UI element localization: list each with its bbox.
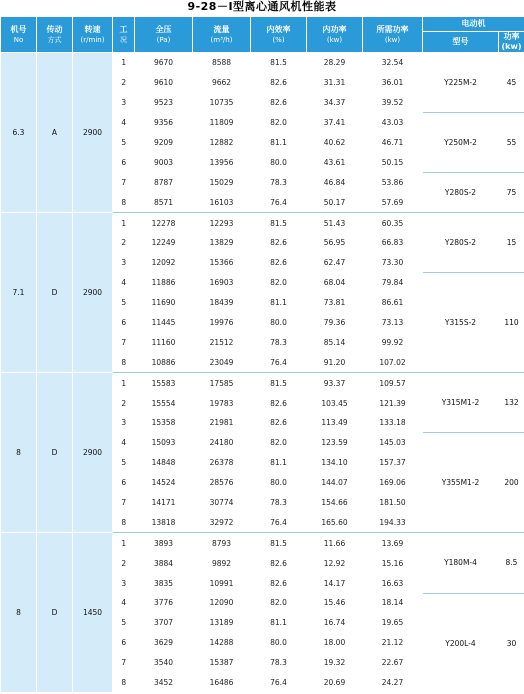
motor-power-cell: 15 <box>499 213 524 273</box>
pressure-cell: 15554 <box>151 398 176 408</box>
pressure-cell: 14848 <box>151 458 176 468</box>
required-power-cell: 133.18 <box>379 418 406 428</box>
condition-cell: 5 <box>121 138 127 147</box>
efficiency-cell: 78.3 <box>270 177 287 187</box>
required-power-cell: 169.06 <box>379 478 406 488</box>
machine-no-cell: 8 <box>1 533 37 693</box>
required-power-cell: 181.50 <box>379 498 406 508</box>
condition-cell: 1 <box>113 533 135 553</box>
internal-power-cell: 37.41 <box>323 118 346 128</box>
condition-cell: 8 <box>121 678 127 688</box>
flow-cell: 17585 <box>193 373 251 393</box>
internal-power-cell: 165.60 <box>321 517 348 527</box>
motor-power-cell: 132 <box>499 373 524 433</box>
required-power-cell: 13.69 <box>363 533 423 553</box>
required-power-cell: 99.92 <box>381 337 404 347</box>
required-power-cell: 157.37 <box>379 458 406 468</box>
efficiency-cell: 82.0 <box>270 438 287 448</box>
efficiency-cell: 76.4 <box>270 197 287 207</box>
flow-cell: 13829 <box>209 238 234 248</box>
flow-cell: 9662 <box>211 78 232 88</box>
condition-cell: 2 <box>121 238 127 248</box>
machine-no-cell: 6.3 <box>1 53 37 213</box>
pressure-cell: 12249 <box>151 238 176 248</box>
efficiency-cell: 81.1 <box>270 618 287 628</box>
header-motor-power: 功率(kw) <box>499 32 524 53</box>
internal-power-cell: 28.29 <box>323 58 346 68</box>
condition-cell: 3 <box>121 98 127 108</box>
condition-cell: 6 <box>121 157 127 167</box>
motor-power-cell: 30 <box>499 593 524 692</box>
internal-power-cell: 31.31 <box>323 78 346 88</box>
header-condition: 工 况 <box>113 17 135 53</box>
pressure-cell: 15093 <box>151 438 176 448</box>
flow-cell: 32972 <box>209 517 234 527</box>
condition-cell: 5 <box>121 298 127 308</box>
efficiency-cell: 76.4 <box>270 357 287 367</box>
internal-power-cell: 56.95 <box>323 238 346 248</box>
flow-cell: 13956 <box>209 157 234 167</box>
condition-cell: 2 <box>121 78 127 88</box>
machine-no-cell: 8 <box>1 373 37 533</box>
internal-power-cell: 73.81 <box>323 298 346 308</box>
efficiency-cell: 76.4 <box>270 678 287 688</box>
required-power-cell: 86.61 <box>381 298 404 308</box>
pressure-cell: 3540 <box>153 658 174 668</box>
pressure-cell: 3893 <box>135 533 193 553</box>
motor-model-cell: Y200L-4 <box>423 593 499 692</box>
condition-cell: 5 <box>121 458 127 468</box>
flow-cell: 16486 <box>209 678 234 688</box>
efficiency-cell: 82.6 <box>270 418 287 428</box>
required-power-cell: 19.65 <box>381 618 404 628</box>
required-power-cell: 109.57 <box>363 373 423 393</box>
internal-power-cell: 103.45 <box>321 398 348 408</box>
flow-cell: 8588 <box>211 58 232 68</box>
motor-power-cell: 110 <box>499 273 524 373</box>
internal-power-cell: 15.46 <box>323 598 346 608</box>
pressure-cell: 11445 <box>151 318 176 328</box>
flow-cell: 21512 <box>209 337 234 347</box>
pressure-cell: 11690 <box>151 298 176 308</box>
flow-cell: 8793 <box>193 533 251 553</box>
motor-power-cell: 75 <box>499 172 524 212</box>
condition-cell: 1 <box>113 213 135 233</box>
flow-cell: 21981 <box>209 418 234 428</box>
table-row <box>1 213 524 233</box>
efficiency-cell: 82.0 <box>270 118 287 128</box>
condition-cell: 7 <box>121 658 127 668</box>
machine-no-cell: 7.1 <box>1 213 37 373</box>
motor-power-cell: 8.5 <box>499 533 524 593</box>
required-power-cell: 57.69 <box>381 197 404 207</box>
efficiency-cell: 80.0 <box>270 318 287 328</box>
required-power-cell: 194.33 <box>379 517 406 527</box>
efficiency-cell: 76.4 <box>270 517 287 527</box>
flow-cell: 26378 <box>209 458 234 468</box>
internal-power-cell: 68.04 <box>323 278 346 288</box>
required-power-cell: 15.16 <box>381 558 404 568</box>
header-speed: 转速 (r/min) <box>73 17 113 53</box>
efficiency-cell: 82.0 <box>270 598 287 608</box>
efficiency-cell: 82.0 <box>270 278 287 288</box>
flow-cell: 12293 <box>193 213 251 233</box>
header-internal-power: 内功率 (kw) <box>307 17 363 53</box>
pressure-cell: 14524 <box>151 478 176 488</box>
condition-cell: 3 <box>121 418 127 428</box>
efficiency-cell: 78.3 <box>270 498 287 508</box>
required-power-cell: 145.03 <box>379 438 406 448</box>
internal-power-cell: 91.20 <box>323 357 346 367</box>
motor-power-cell: 55 <box>499 113 524 173</box>
required-power-cell: 46.71 <box>381 138 404 147</box>
required-power-cell: 22.67 <box>381 658 404 668</box>
pressure-cell: 10886 <box>151 357 176 367</box>
required-power-cell: 53.86 <box>381 177 404 187</box>
required-power-cell: 18.14 <box>381 598 404 608</box>
fan-performance-table <box>0 16 524 693</box>
condition-cell: 4 <box>121 278 127 288</box>
required-power-cell: 24.27 <box>381 678 404 688</box>
internal-power-cell: 62.47 <box>323 258 346 268</box>
table-row <box>1 53 524 73</box>
efficiency-cell: 82.6 <box>270 258 287 268</box>
internal-power-cell: 123.59 <box>321 438 348 448</box>
pressure-cell: 3629 <box>153 638 174 648</box>
required-power-cell: 121.39 <box>379 398 406 408</box>
internal-power-cell: 93.37 <box>307 373 363 393</box>
flow-cell: 28576 <box>209 478 234 488</box>
drive-cell: D <box>37 373 73 533</box>
required-power-cell: 107.02 <box>379 357 406 367</box>
motor-model-cell: Y315S-2 <box>423 273 499 373</box>
flow-cell: 15366 <box>209 258 234 268</box>
flow-cell: 15029 <box>209 177 234 187</box>
flow-cell: 30774 <box>209 498 234 508</box>
internal-power-cell: 18.00 <box>323 638 346 648</box>
pressure-cell: 12092 <box>151 258 176 268</box>
drive-cell: A <box>37 53 73 213</box>
efficiency-cell: 82.6 <box>270 558 287 568</box>
header-drive: 传动 方式 <box>37 17 73 53</box>
efficiency-cell: 82.6 <box>270 238 287 248</box>
internal-power-cell: 134.10 <box>321 458 348 468</box>
flow-cell: 13189 <box>209 618 234 628</box>
efficiency-cell: 80.0 <box>270 157 287 167</box>
condition-cell: 2 <box>121 558 127 568</box>
condition-cell: 2 <box>121 398 127 408</box>
required-power-cell: 36.01 <box>381 78 404 88</box>
condition-cell: 6 <box>121 478 127 488</box>
condition-cell: 7 <box>121 337 127 347</box>
required-power-cell: 21.12 <box>381 638 404 648</box>
header-efficiency: 内效率 (%) <box>251 17 307 53</box>
condition-cell: 3 <box>121 578 127 588</box>
pressure-cell: 9209 <box>153 138 174 147</box>
condition-cell: 8 <box>121 197 127 207</box>
condition-cell: 1 <box>113 373 135 393</box>
efficiency-cell: 82.6 <box>270 398 287 408</box>
efficiency-cell: 81.1 <box>270 458 287 468</box>
condition-cell: 1 <box>121 58 127 68</box>
pressure-cell: 11160 <box>151 337 176 347</box>
header-machine-no: 机号 No <box>1 17 37 53</box>
table-row <box>1 533 524 553</box>
pressure-cell: 13818 <box>151 517 176 527</box>
pressure-cell: 8571 <box>153 197 174 207</box>
condition-cell: 6 <box>121 638 127 648</box>
pressure-cell: 3884 <box>153 558 174 568</box>
internal-power-cell: 79.36 <box>323 318 346 328</box>
efficiency-cell: 80.0 <box>270 638 287 648</box>
required-power-cell: 39.52 <box>381 98 404 108</box>
flow-cell: 18439 <box>209 298 234 308</box>
pressure-cell: 11886 <box>151 278 176 288</box>
efficiency-cell: 81.1 <box>270 298 287 308</box>
required-power-cell: 32.54 <box>381 58 404 68</box>
flow-cell: 19783 <box>209 398 234 408</box>
pressure-cell: 3776 <box>153 598 174 608</box>
internal-power-cell: 40.62 <box>323 138 346 147</box>
required-power-cell: 50.15 <box>381 157 404 167</box>
flow-cell: 11809 <box>209 118 234 128</box>
internal-power-cell: 51.43 <box>307 213 363 233</box>
flow-cell: 9892 <box>211 558 232 568</box>
pressure-cell: 9670 <box>153 58 174 68</box>
internal-power-cell: 20.69 <box>323 678 346 688</box>
condition-cell: 4 <box>121 118 127 128</box>
header-motor: 电动机 <box>423 17 524 32</box>
condition-cell: 5 <box>121 618 127 628</box>
flow-cell: 10735 <box>209 98 234 108</box>
motor-model-cell: Y280S-2 <box>423 213 499 273</box>
condition-cell: 4 <box>121 438 127 448</box>
flow-cell: 16903 <box>209 278 234 288</box>
motor-model-cell: Y180M-4 <box>423 533 499 593</box>
pressure-cell: 15358 <box>151 418 176 428</box>
header-flow: 流量 (m³/h) <box>193 17 251 53</box>
flow-cell: 14288 <box>209 638 234 648</box>
flow-cell: 12090 <box>209 598 234 608</box>
drive-cell: D <box>37 533 73 693</box>
flow-cell: 15387 <box>209 658 234 668</box>
flow-cell: 16103 <box>209 197 234 207</box>
efficiency-cell: 81.5 <box>251 533 307 553</box>
efficiency-cell: 82.6 <box>270 78 287 88</box>
efficiency-cell: 81.1 <box>270 138 287 147</box>
pressure-cell: 9523 <box>153 98 174 108</box>
header-required-power: 所需功率 (kw) <box>363 17 423 53</box>
pressure-cell: 8787 <box>153 177 174 187</box>
efficiency-cell: 81.5 <box>251 373 307 393</box>
condition-cell: 4 <box>121 598 127 608</box>
internal-power-cell: 16.74 <box>323 618 346 628</box>
internal-power-cell: 11.66 <box>307 533 363 553</box>
flow-cell: 12882 <box>209 138 234 147</box>
required-power-cell: 66.83 <box>381 238 404 248</box>
motor-model-cell: Y225M-2 <box>423 53 499 113</box>
internal-power-cell: 19.32 <box>323 658 346 668</box>
pressure-cell: 12278 <box>135 213 193 233</box>
motor-model-cell: Y315M1-2 <box>423 373 499 433</box>
efficiency-cell: 81.5 <box>251 213 307 233</box>
required-power-cell: 16.63 <box>381 578 404 588</box>
flow-cell: 24180 <box>209 438 234 448</box>
pressure-cell: 9610 <box>153 78 174 88</box>
pressure-cell: 3707 <box>153 618 174 628</box>
table-row <box>1 373 524 393</box>
motor-power-cell: 45 <box>499 53 524 113</box>
condition-cell: 7 <box>121 177 127 187</box>
table-body <box>1 53 524 693</box>
efficiency-cell: 78.3 <box>270 658 287 668</box>
speed-cell: 2900 <box>73 213 113 373</box>
internal-power-cell: 12.92 <box>323 558 346 568</box>
internal-power-cell: 85.14 <box>323 337 346 347</box>
required-power-cell: 43.03 <box>381 118 404 128</box>
condition-cell: 3 <box>121 258 127 268</box>
internal-power-cell: 113.49 <box>321 418 348 428</box>
pressure-cell: 9003 <box>153 157 174 167</box>
pressure-cell: 9356 <box>153 118 174 128</box>
internal-power-cell: 144.07 <box>321 478 348 488</box>
motor-power-cell: 200 <box>499 433 524 533</box>
efficiency-cell: 80.0 <box>270 478 287 488</box>
pressure-cell: 14171 <box>151 498 176 508</box>
page-title: 9-28－Ⅰ型离心通风机性能表 <box>187 0 337 13</box>
condition-cell: 8 <box>121 517 127 527</box>
speed-cell: 2900 <box>73 53 113 213</box>
required-power-cell: 73.30 <box>381 258 404 268</box>
internal-power-cell: 154.66 <box>321 498 348 508</box>
motor-model-cell: Y355M1-2 <box>423 433 499 533</box>
required-power-cell: 60.35 <box>363 213 423 233</box>
condition-cell: 6 <box>121 318 127 328</box>
drive-cell: D <box>37 213 73 373</box>
speed-cell: 1450 <box>73 533 113 693</box>
motor-model-cell: Y250M-2 <box>423 113 499 173</box>
efficiency-cell: 81.5 <box>270 58 287 68</box>
efficiency-cell: 82.6 <box>270 98 287 108</box>
efficiency-cell: 82.6 <box>270 578 287 588</box>
header-motor-model: 型号 <box>423 32 499 53</box>
required-power-cell: 79.84 <box>381 278 404 288</box>
pressure-cell: 3452 <box>153 678 174 688</box>
internal-power-cell: 50.17 <box>323 197 346 207</box>
required-power-cell: 73.13 <box>381 318 404 328</box>
speed-cell: 2900 <box>73 373 113 533</box>
internal-power-cell: 14.17 <box>323 578 346 588</box>
motor-model-cell: Y280S-2 <box>423 172 499 212</box>
flow-cell: 23049 <box>209 357 234 367</box>
efficiency-cell: 78.3 <box>270 337 287 347</box>
flow-cell: 10991 <box>209 578 234 588</box>
condition-cell: 7 <box>121 498 127 508</box>
internal-power-cell: 34.37 <box>323 98 346 108</box>
header-pressure: 全压 (Pa) <box>135 17 193 53</box>
flow-cell: 19976 <box>209 318 234 328</box>
pressure-cell: 15583 <box>135 373 193 393</box>
internal-power-cell: 43.61 <box>323 157 346 167</box>
internal-power-cell: 46.84 <box>323 177 346 187</box>
condition-cell: 8 <box>121 357 127 367</box>
pressure-cell: 3835 <box>153 578 174 588</box>
